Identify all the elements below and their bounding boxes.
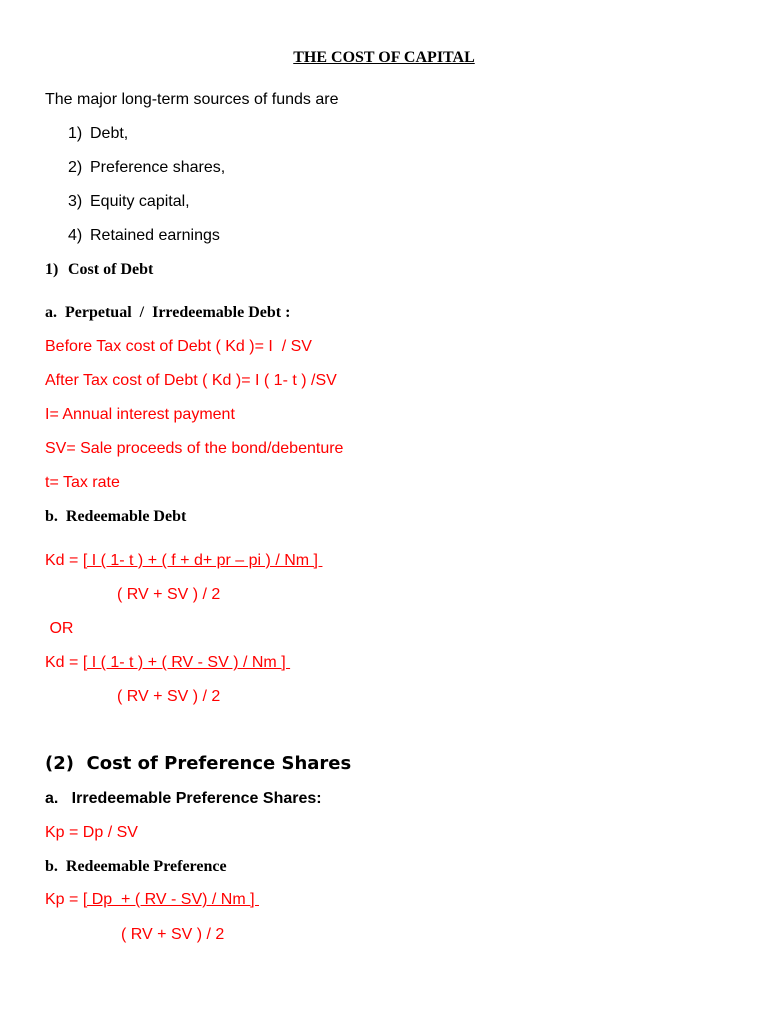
formula-before-tax: Before Tax cost of Debt ( Kd )= I / SV (45, 338, 312, 355)
formula-prefix: Kp = (45, 891, 83, 908)
formula-denominator: ( RV + SV ) / 2 (117, 688, 221, 705)
subheading-irredeemable-preference: a. Irredeemable Preference Shares: (45, 790, 322, 807)
list-item-number: 3) (68, 193, 83, 210)
formula-denominator: ( RV + SV ) / 2 (117, 586, 221, 603)
list-item-number: 4) (68, 227, 83, 244)
definition-t: t= Tax rate (45, 474, 120, 491)
list-item-number: 1) (68, 125, 83, 142)
formula-denominator: ( RV + SV ) / 2 (121, 926, 225, 943)
section-number: 1) (45, 261, 59, 278)
list-item: Retained earnings (90, 227, 220, 244)
list-item: Debt, (90, 125, 129, 142)
intro-text: The major long-term sources of funds are (45, 91, 339, 108)
formula-prefix: Kd = (45, 552, 83, 569)
list-item-number: 2) (68, 159, 83, 176)
list-item: Equity capital, (90, 193, 190, 210)
section-heading-preference-shares: (2) Cost of Preference Shares (45, 753, 352, 774)
subheading-perpetual-debt: a. Perpetual / Irredeemable Debt : (45, 304, 291, 321)
formula-kd-1 (45, 553, 322, 569)
subheading-redeemable-preference: b. Redeemable Preference (45, 858, 227, 875)
list-item: Preference shares, (90, 159, 226, 176)
formula-after-tax: After Tax cost of Debt ( Kd )= I ( 1- t ) /SV (45, 372, 337, 389)
section-heading-cost-of-debt: Cost of Debt (68, 261, 154, 278)
formula-kp-irredeemable: Kp = Dp / SV (45, 824, 138, 841)
or-separator: OR (45, 620, 74, 637)
document-title: THE COST OF CAPITAL (293, 49, 475, 66)
formula-kd-2 (45, 655, 290, 671)
formula-numerator: [ Dp + ( RV - SV) / Nm ] (82, 891, 259, 908)
definition-i: I= Annual interest payment (45, 406, 235, 423)
formula-numerator: [ I ( 1- t ) + ( RV - SV ) / Nm ] (82, 654, 291, 671)
formula-numerator: [ I ( 1- t ) + ( f + d+ pr – pi ) / Nm ] (82, 552, 323, 569)
formula-kp-redeemable (45, 892, 259, 908)
formula-prefix: Kd = (45, 654, 83, 671)
definition-sv: SV= Sale proceeds of the bond/debenture (45, 440, 344, 457)
subheading-redeemable-debt: b. Redeemable Debt (45, 508, 187, 525)
